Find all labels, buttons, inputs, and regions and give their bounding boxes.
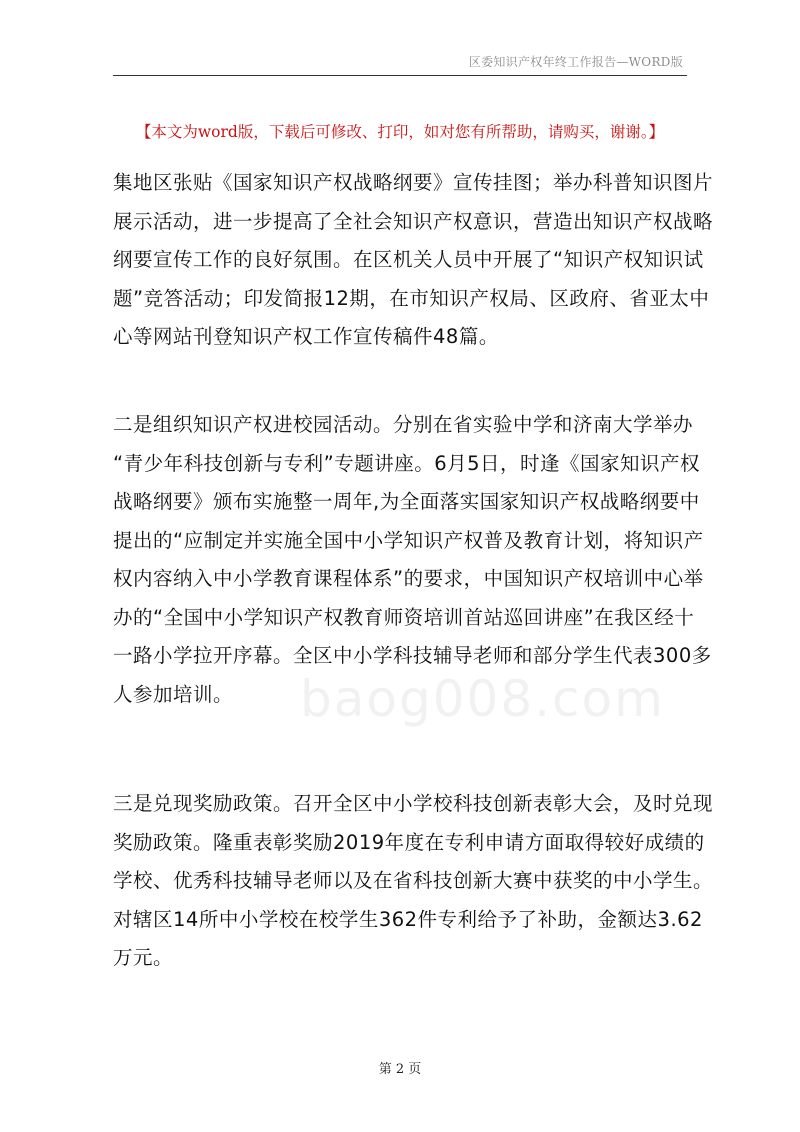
watermark: baog008.com: [300, 670, 665, 728]
text-line: 提出的“应制定并实施全国中小学知识产权普及教育计划，将知识产: [113, 528, 704, 552]
purchase-notice: 【本文为word版，下载后可修改、打印，如对您有所帮助，请购买，谢谢。】: [135, 123, 665, 141]
text-line: “青少年科技创新与专利”专题讲座。6月5日，时逢《国家知识产权: [113, 451, 701, 475]
text-line: 万元。: [113, 946, 174, 969]
text-line: 一路小学拉开序幕。全区中小学科技辅导老师和部分学生代表300多: [113, 644, 712, 667]
page-number: 第 2 页: [378, 1062, 422, 1077]
paragraph-campus-activity: [113, 406, 712, 714]
text-line: 权内容纳入中小学教育课程体系”的要求，中国知识产权培训中心举: [113, 567, 704, 590]
text-line: 纲要宣传工作的良好氛围。在区机关人员中开展了“知识产权知识试: [113, 248, 704, 271]
text-line: 战略纲要》颁布实施整一周年,为全面落实国家知识产权战略纲要中: [113, 490, 700, 513]
paragraph-reward-policy: [113, 785, 714, 978]
text-line: 学校、优秀科技辅导老师以及在省科技创新大赛中获奖的中小学生。: [113, 869, 714, 892]
text-line: 集地区张贴《国家知识产权战略纲要》宣传挂图；举办科普知识图片: [113, 171, 714, 194]
text-line: 心等网站刊登知识产权工作宣传稿件48篇。: [113, 325, 499, 348]
page-header-title: 区委知识产权年终工作报告—WORD版: [468, 55, 683, 69]
text-line: 展示活动，进一步提高了全社会知识产权意识，营造出知识产权战略: [113, 209, 714, 233]
text-line: 二是组织知识产权进校园活动。分别在省实验中学和济南大学举办: [113, 413, 694, 436]
header-rule: [113, 75, 687, 76]
text-line: 对辖区14所中小学校在校学生362件专利给予了补助，金额达3.62: [113, 907, 703, 931]
text-line: 办的“全国中小学知识产权教育师资培训首站巡回讲座”在我区经十: [113, 605, 695, 629]
text-line: 人参加培训。: [113, 682, 234, 706]
paragraph-publicity: [113, 164, 714, 357]
text-line: 三是兑现奖励政策。召开全区中小学校科技创新表彰大会，及时兑现: [113, 792, 714, 815]
text-line: 奖励政策。隆重表彰奖励2019年度在专利申请方面取得较好成绩的: [113, 830, 705, 854]
text-line: 题”竞答活动；印发简报12期，在市知识产权局、区政府、省亚太中: [113, 286, 710, 310]
